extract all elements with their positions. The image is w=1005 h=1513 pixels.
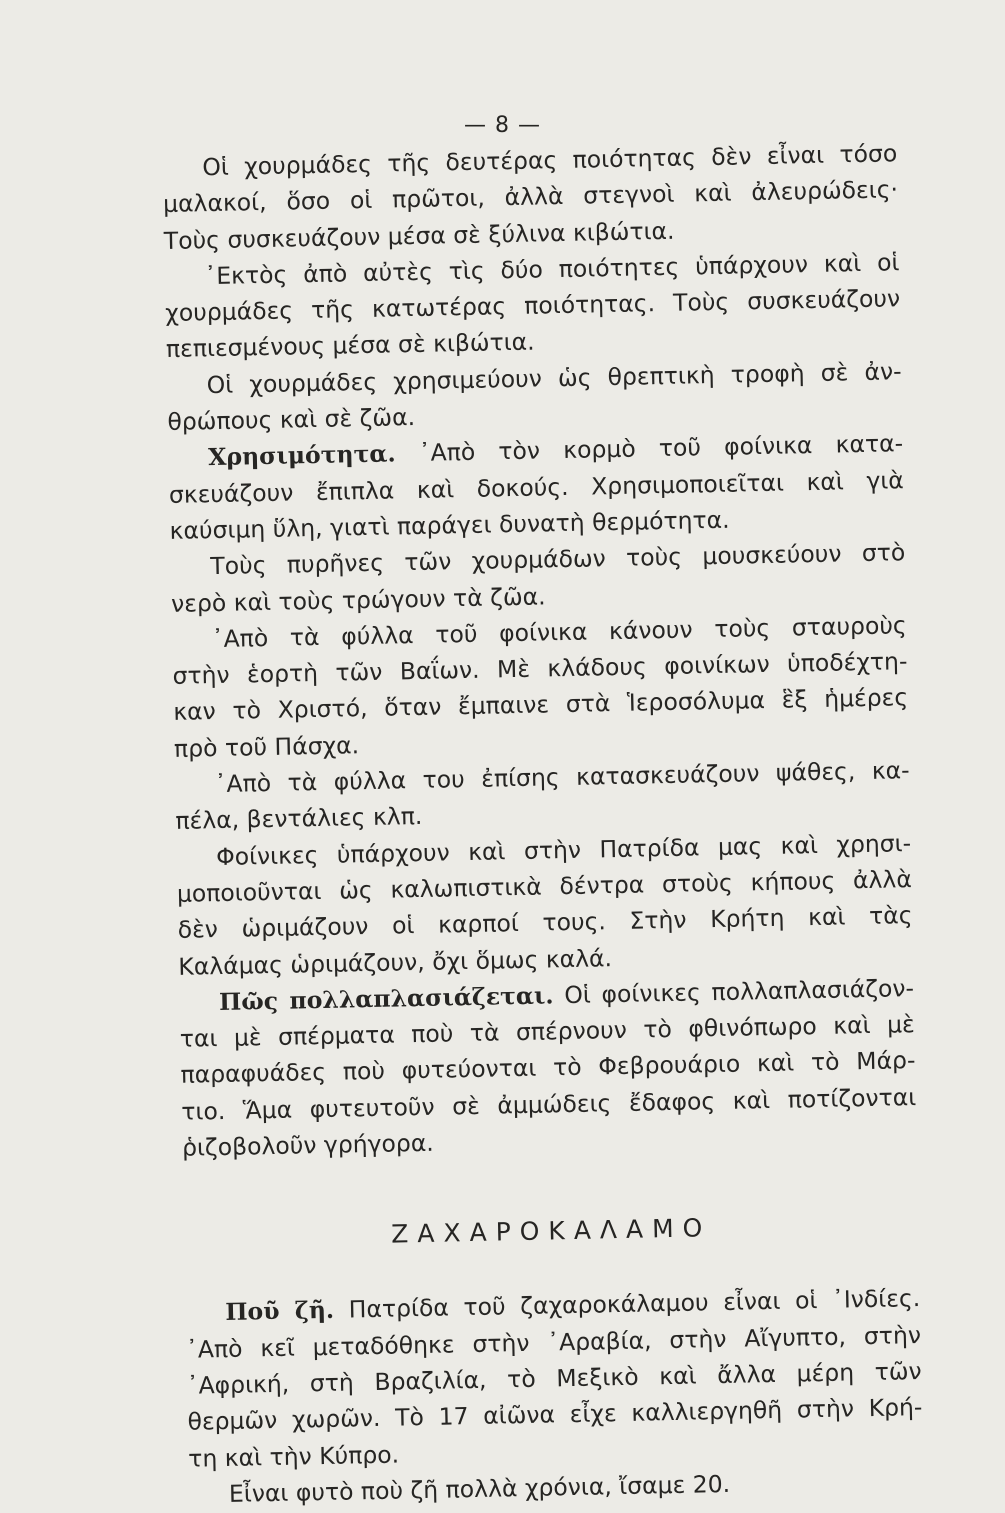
- text-line: τη καὶ τὴν Κύπρο.: [187, 1440, 400, 1473]
- text-line: χουρμάδες τῆς κατωτέρας ποιότητας. Τοὺς συσκευάζουν: [164, 284, 901, 328]
- text-line: μοποιοῦνται ὡς καλωπιστικὰ δέντρα στοὺς κήπους ἀλλὰ: [176, 865, 913, 908]
- text-line: Τοὺς συσκευάζουν μέσα σὲ ξύλινα κιβώτια.: [163, 216, 675, 255]
- text-line: Καλάμας ὡριμάζουν, ὄχι ὅμως καλά.: [178, 943, 613, 981]
- text-line: τιο. Ἅμα φυτευτοῦν σὲ ἀμμώδεις ἔδαφος καὶ ποτίζονται: [181, 1082, 917, 1126]
- where-heading: Ποῦ ζῆ.: [225, 1296, 335, 1327]
- text-line: Οἱ χουρμάδες τῆς δευτέρας ποιότητας δὲν εἶναι τόσο: [202, 139, 898, 182]
- text-line: καύσιμη ὕλη, γιατὶ παράγει δυνατὴ θερμότητα.: [169, 505, 730, 545]
- text-line: ται μὲ σπέρματα ποὺ τὰ σπέρνουν τὸ φθινόπωρο καὶ μὲ: [179, 1010, 915, 1053]
- text-line: θερμῶν χωρῶν. Τὸ 17 αἰῶνα εἶχε καλλιεργηθῆ στὴν Κρή-: [187, 1393, 923, 1436]
- section-title: ΖΑΧΑΡΟΚΑΛΑΜΟ: [390, 1213, 712, 1249]
- text-line: πεπιεσμένους μέσα σὲ κιβώτια.: [165, 328, 535, 364]
- page-number: — 8 —: [464, 113, 541, 138]
- text-line: στὴν ἑορτὴ τῶν Βαΐων. Μὲ κλάδους φοινίκων ὑποδέχτη-: [172, 647, 908, 691]
- text-line: ᾿Απὸ τὰ φύλλα του ἐπίσης κατασκευάζουν ψάθες, κα-: [214, 756, 910, 799]
- text-line: ᾿Εκτὸς ἀπὸ αὐτὲς τὶς δύο ποιότητες ὑπάρχουν καὶ οἱ: [204, 248, 900, 291]
- text-line: σκευάζουν ἔπιπλα καὶ δοκούς. Χρησιμοποιεῖται καὶ γιὰ: [168, 465, 905, 509]
- text-line: Τοὺς πυρῆνες τῶν χουρμάδων τοὺς μουσκεύουν στὸ: [210, 538, 906, 581]
- text-line: πρὸ τοῦ Πάσχα.: [173, 730, 360, 763]
- text-line: ῥιζοβολοῦν γρήγορα.: [181, 1128, 435, 1162]
- body-text: [162, 135, 924, 1513]
- text-line: Εἶναι φυτὸ ποὺ ζῆ πολλὰ χρόνια, ἴσαμε 20.: [228, 1469, 731, 1508]
- text-line: θρώπους καὶ σὲ ζῶα.: [167, 403, 416, 437]
- text-run: Πατρίδα τοῦ ζαχαροκάλαμου εἶναι οἱ ᾿Ινδίες.: [348, 1284, 921, 1324]
- text-run: Οἱ φοίνικες πολλαπλασιάζον-: [564, 973, 915, 1009]
- text-line: καν τὸ Χριστό, ὅταν ἔμπαινε στὰ Ἱεροσόλυμα ἓξ ἡμέρες: [173, 683, 909, 727]
- text-line: μαλακοί, ὅσο οἱ πρῶτοι, ἀλλὰ στεγνοὶ καὶ ἀλευρώδεις·: [162, 175, 899, 219]
- text-run: ᾿Απὸ τὸν κορμὸ τοῦ φοίνικα κατα-: [418, 429, 904, 468]
- text-line: ᾿Απὸ κεῖ μεταδόθηκε στὴν ᾿Αραβία, στὴν Αἴγυπτο, στὴν: [185, 1320, 922, 1364]
- text-line: ᾿Αφρική, στὴ Βραζιλία, τὸ Μεξικὸ καὶ ἄλλα μέρη τῶν: [186, 1356, 922, 1400]
- text-line: νερὸ καὶ τοὺς τρώγουν τὰ ζῶα.: [170, 581, 546, 618]
- text-line: Φοίνικες ὑπάρχουν καὶ στὴν Πατρίδα μας καὶ χρησι-: [215, 828, 912, 871]
- text-line: δὲν ὡριμάζουν οἱ καρποί τους. Στὴν Κρήτη καὶ τὰς: [177, 901, 913, 945]
- usefulness-heading: Χρησιμότητα.: [207, 439, 396, 472]
- text-line: παραφυάδες ποὺ φυτεύονται τὸ Φεβρουάριο καὶ τὸ Μάρ-: [180, 1046, 916, 1090]
- text-line: ᾿Απὸ τὰ φύλλα τοῦ φοίνικα κάνουν τοὺς σταυροὺς: [211, 611, 907, 653]
- text-line: Οἱ χουρμάδες χρησιμεύουν ὡς θρεπτικὴ τροφὴ σὲ ἀν-: [206, 356, 902, 399]
- text-line: πέλα, βεντάλιες κλπ.: [175, 802, 423, 836]
- propagation-heading: Πῶς πολλαπλασιάζεται.: [218, 981, 554, 1016]
